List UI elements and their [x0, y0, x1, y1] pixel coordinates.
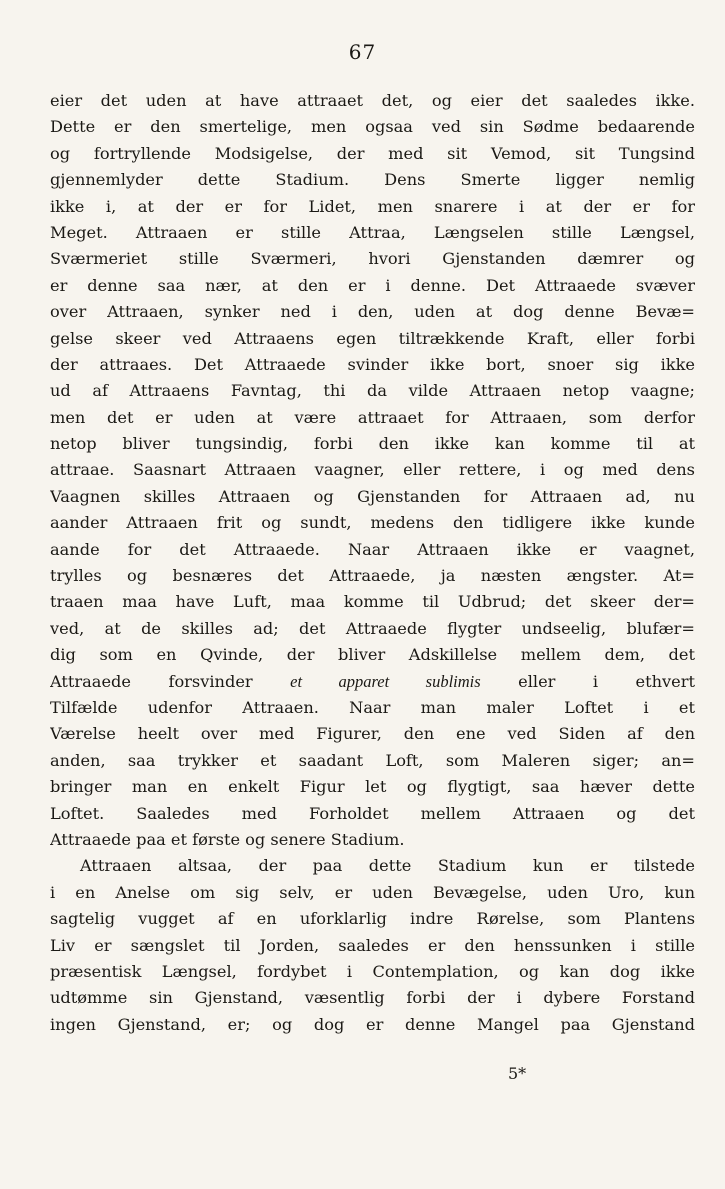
signature-mark: 5* — [508, 1064, 527, 1083]
text-fragment: eller i ethvert — [480, 671, 695, 691]
text-line: der attraaes. Det Attraaede svinder ikke bort, snoer sig ikke — [50, 354, 695, 374]
text-line: gelse skeer ved Attraaens egen tiltrækkende Kraft, eller forbi — [50, 328, 695, 348]
text-line: netop bliver tungsindig, forbi den ikke kan komme til at — [50, 434, 695, 454]
text-line: ingen Gjenstand, er; og dog er denne Mangel paa Gjenstand — [50, 1014, 695, 1034]
text-line: Liv er sængslet til Jorden, saaledes er den henssunken i stille — [50, 935, 695, 955]
text-line: anden, saa trykker et saadant Loft, som Maleren siger; an= — [50, 750, 695, 770]
text-line: aande for det Attraaede. Naar Attraaen ikke er vaagnet, — [50, 539, 695, 559]
text-line: attraae. Saasnart Attraaen vaagner, eller rettere, i og med dens — [50, 460, 695, 480]
latin-phrase: et apparet sublimis — [290, 671, 481, 691]
text-line: ud af Attraaens Favntag, thi da vilde Attraaen netop vaagne; — [50, 381, 695, 401]
text-line: Meget. Attraaen er stille Attraa, Længselen stille Længsel, — [50, 222, 695, 242]
text-line: over Attraaen, synker ned i den, uden at dog denne Bevæ= — [50, 302, 695, 322]
text-fragment: Attraaede forsvinder — [50, 671, 291, 691]
text-line: aander Attraaen frit og sundt, medens den tidligere ikke kunde — [50, 513, 695, 533]
text-line: præsentisk Længsel, fordybet i Contemplation, og kan dog ikke — [50, 961, 695, 981]
text-line: trylles og besnæres det Attraaede, ja næsten ængster. At= — [50, 566, 695, 586]
text-line: i en Anelse om sig selv, er uden Bevægelse, uden Uro, kun — [50, 882, 695, 902]
text-line: og fortryllende Modsigelse, der med sit Vemod, sit Tungsind — [50, 143, 695, 163]
text-line: Tilfælde udenfor Attraaen. Naar man maler Loftet i et — [50, 697, 695, 717]
text-line: er denne saa nær, at den er i denne. Det Attraaede svæver — [50, 275, 695, 295]
text-line: Dette er den smertelige, men ogsaa ved sin Sødme bedaarende — [50, 117, 695, 137]
text-line: ved, at de skilles ad; det Attraaede flygter undseelig, blufær= — [50, 618, 695, 638]
text-line: Værelse heelt over med Figurer, den ene ved Siden af den — [50, 724, 695, 744]
text-line: Attraaen altsaa, der paa dette Stadium kun er tilstede — [80, 856, 695, 876]
text-line: men det er uden at være attraaet for Attraaen, som derfor — [50, 407, 695, 427]
text-line-with-latin — [50, 669, 695, 695]
text-line: sagtelig vugget af en uforklarlig indre Rørelse, som Plantens — [50, 909, 695, 929]
text-line: traaen maa have Luft, maa komme til Udbrud; det skeer der= — [50, 592, 695, 612]
text-line: udtømme sin Gjenstand, væsentlig forbi der i dybere Forstand — [50, 988, 695, 1008]
body-text — [50, 88, 695, 1038]
text-line: gjennemlyder dette Stadium. Dens Smerte ligger nemlig — [50, 170, 695, 190]
text-line: dig som en Qvinde, der bliver Adskillelse mellem dem, det — [50, 645, 695, 665]
text-line: Attraaede paa et første og senere Stadium. — [50, 829, 405, 849]
text-line: ikke i, at der er for Lidet, men snarere i at der er for — [50, 196, 695, 216]
text-line: Vaagnen skilles Attraaen og Gjenstanden for Attraaen ad, nu — [50, 486, 695, 506]
page-number: 67 — [348, 40, 377, 64]
text-line: Loftet. Saaledes med Forholdet mellem Attraaen og det — [50, 803, 695, 823]
text-line: Sværmeriet stille Sværmeri, hvori Gjenstanden dæmrer og — [50, 249, 695, 269]
text-line: bringer man en enkelt Figur let og flygtigt, saa hæver dette — [50, 777, 695, 797]
text-line: eier det uden at have attraaet det, og eier det saaledes ikke. — [50, 91, 695, 110]
